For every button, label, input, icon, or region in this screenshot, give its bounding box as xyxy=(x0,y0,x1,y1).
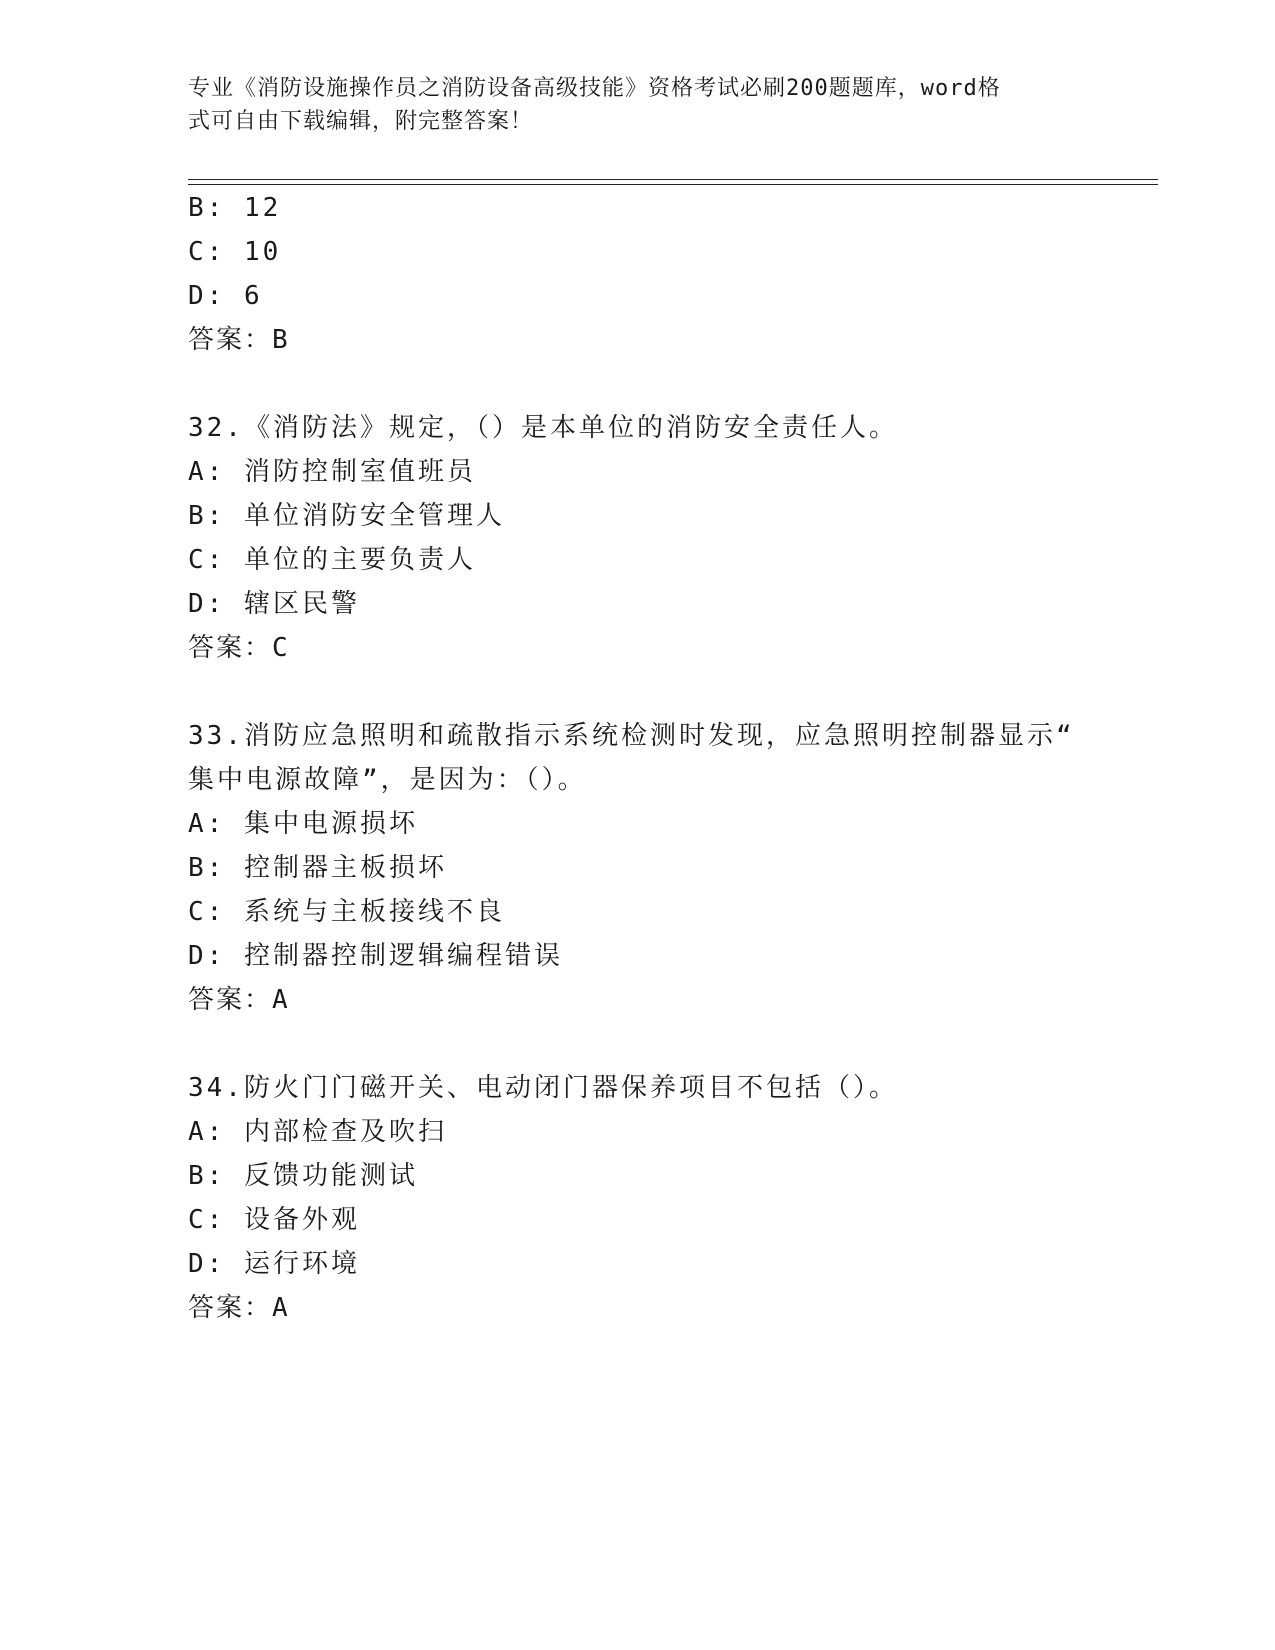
document-header xyxy=(188,72,1068,138)
header-rule-bottom xyxy=(188,184,1158,185)
question-33-option-d: D: 控制器控制逻辑编程错误 xyxy=(188,941,563,971)
question-34-option-c: C: 设备外观 xyxy=(188,1205,360,1235)
header-rule-top xyxy=(188,179,1158,180)
header-title-line-2: 式可自由下载编辑，附完整答案！ xyxy=(188,109,534,134)
question-32-stem: 32.《消防法》规定，（）是本单位的消防安全责任人。 xyxy=(188,413,898,443)
question-34-option-b: B: 反馈功能测试 xyxy=(188,1161,418,1191)
question-34-stem: 34.防火门门磁开关、电动闭门器保养项目不包括（）。 xyxy=(188,1073,898,1103)
question-32-option-c: C: 单位的主要负责人 xyxy=(188,545,476,575)
question-32-option-b: B: 单位消防安全管理人 xyxy=(188,501,505,531)
question-33-stem-line-1: 33.消防应急照明和疏散指示系统检测时发现，应急照明控制器显示“ xyxy=(188,721,1075,751)
question-33-stem-line-2: 集中电源故障”，是因为：（）。 xyxy=(188,765,587,795)
question-32-answer: 答案：C xyxy=(188,633,290,663)
question-33-option-b: B: 控制器主板损坏 xyxy=(188,853,447,883)
question-33-option-c: C: 系统与主板接线不良 xyxy=(188,897,505,927)
prev-option-d: D: 6 xyxy=(188,281,263,311)
prev-answer: 答案：B xyxy=(188,325,290,355)
prev-option-c: C: 10 xyxy=(188,237,282,267)
question-34-option-d: D: 运行环境 xyxy=(188,1249,360,1279)
question-33-answer: 答案：A xyxy=(188,985,290,1015)
question-34-option-a: A: 内部检查及吹扫 xyxy=(188,1117,447,1147)
prev-option-b: B: 12 xyxy=(188,193,282,223)
question-32-option-d: D: 辖区民警 xyxy=(188,589,360,619)
question-34-answer: 答案：A xyxy=(188,1293,290,1323)
header-title-line-1: 专业《消防设施操作员之消防设备高级技能》资格考试必刷200题题库，word格 xyxy=(188,76,1001,101)
question-33-option-a: A: 集中电源损坏 xyxy=(188,809,418,839)
question-32-option-a: A: 消防控制室值班员 xyxy=(188,457,476,487)
